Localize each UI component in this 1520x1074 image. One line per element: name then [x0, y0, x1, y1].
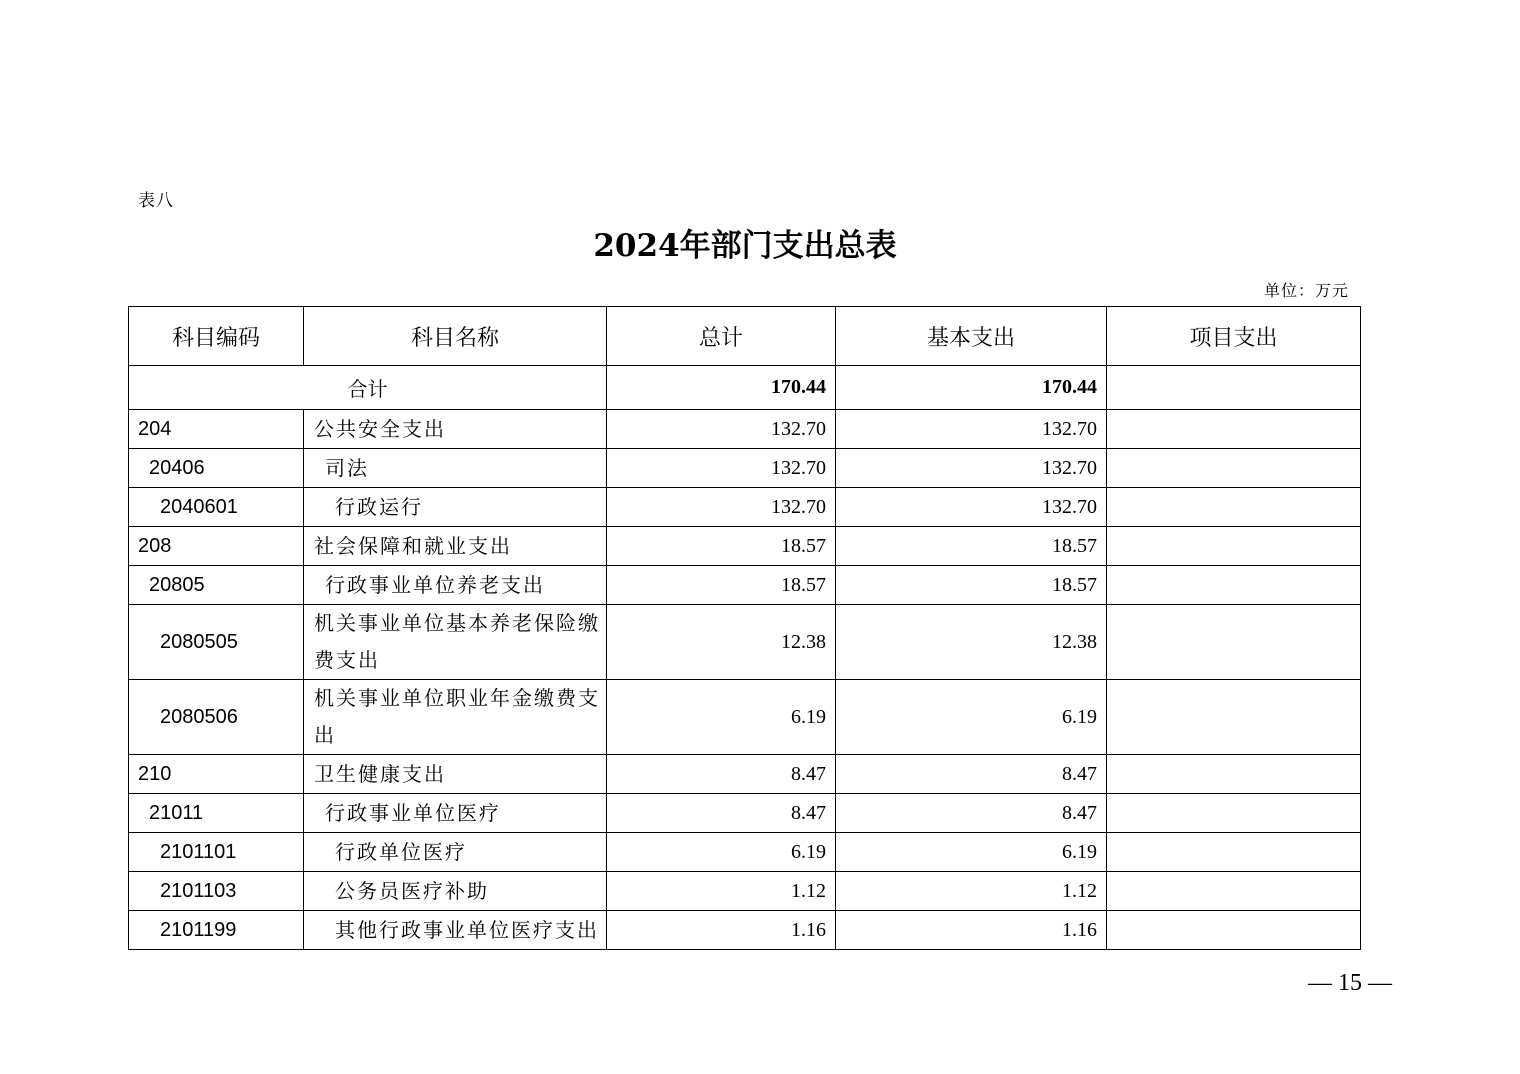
row-project	[1107, 911, 1361, 950]
row-code: 2080505	[129, 605, 304, 680]
table-row	[129, 680, 1361, 755]
row-project	[1107, 449, 1361, 488]
row-total: 1.12	[607, 872, 836, 911]
row-total: 1.16	[607, 911, 836, 950]
page-title: 2024年部门支出总表	[593, 228, 897, 264]
column-header-basic: 基本支出	[836, 307, 1107, 366]
row-basic: 8.47	[836, 794, 1107, 833]
row-name: 司法	[304, 449, 607, 488]
table-row	[129, 911, 1361, 950]
row-total: 18.57	[607, 566, 836, 605]
table-row	[129, 872, 1361, 911]
row-basic: 132.70	[836, 410, 1107, 449]
table-row	[129, 410, 1361, 449]
row-basic: 132.70	[836, 488, 1107, 527]
total-project	[1107, 366, 1361, 410]
column-header-total: 总计	[607, 307, 836, 366]
row-project	[1107, 755, 1361, 794]
row-code: 2101199	[129, 911, 304, 950]
row-basic: 12.38	[836, 605, 1107, 680]
row-code: 204	[129, 410, 304, 449]
table-row	[129, 794, 1361, 833]
row-basic: 132.70	[836, 449, 1107, 488]
row-project	[1107, 680, 1361, 755]
row-total: 132.70	[607, 410, 836, 449]
row-total: 18.57	[607, 527, 836, 566]
row-code: 208	[129, 527, 304, 566]
row-code: 20805	[129, 566, 304, 605]
row-name: 机关事业单位职业年金缴费支出	[304, 680, 607, 755]
row-total: 8.47	[607, 755, 836, 794]
page-number: — 15 —	[1308, 970, 1392, 996]
total-basic: 170.44	[836, 366, 1107, 410]
row-total: 12.38	[607, 605, 836, 680]
table-row	[129, 833, 1361, 872]
row-name: 卫生健康支出	[304, 755, 607, 794]
row-code: 2040601	[129, 488, 304, 527]
row-code: 2101101	[129, 833, 304, 872]
table-row	[129, 488, 1361, 527]
row-name: 公务员医疗补助	[304, 872, 607, 911]
row-project	[1107, 566, 1361, 605]
row-code: 2080506	[129, 680, 304, 755]
row-name: 行政事业单位养老支出	[304, 566, 607, 605]
table-row	[129, 755, 1361, 794]
table-label: 表八	[138, 191, 174, 211]
row-name: 其他行政事业单位医疗支出	[304, 911, 607, 950]
table-row	[129, 449, 1361, 488]
column-header-code: 科目编码	[129, 307, 304, 366]
total-label: 合计	[129, 366, 607, 410]
row-project	[1107, 527, 1361, 566]
row-name: 行政单位医疗	[304, 833, 607, 872]
row-name: 社会保障和就业支出	[304, 527, 607, 566]
row-project	[1107, 605, 1361, 680]
table-row	[129, 527, 1361, 566]
row-project	[1107, 410, 1361, 449]
row-basic: 1.12	[836, 872, 1107, 911]
row-project	[1107, 794, 1361, 833]
row-basic: 6.19	[836, 680, 1107, 755]
table-row	[129, 566, 1361, 605]
expenditure-table	[128, 306, 1361, 950]
table-row	[129, 605, 1361, 680]
table-header-row	[129, 307, 1361, 366]
row-name: 行政运行	[304, 488, 607, 527]
row-total: 8.47	[607, 794, 836, 833]
row-basic: 18.57	[836, 527, 1107, 566]
row-code: 210	[129, 755, 304, 794]
unit-label: 单位：万元	[1263, 281, 1349, 300]
row-code: 20406	[129, 449, 304, 488]
row-total: 6.19	[607, 833, 836, 872]
column-header-name: 科目名称	[304, 307, 607, 366]
row-code: 2101103	[129, 872, 304, 911]
row-project	[1107, 833, 1361, 872]
row-total: 132.70	[607, 449, 836, 488]
row-project	[1107, 488, 1361, 527]
row-code: 21011	[129, 794, 304, 833]
row-name: 公共安全支出	[304, 410, 607, 449]
row-total: 132.70	[607, 488, 836, 527]
row-project	[1107, 872, 1361, 911]
column-header-project: 项目支出	[1107, 307, 1361, 366]
row-basic: 1.16	[836, 911, 1107, 950]
row-name: 行政事业单位医疗	[304, 794, 607, 833]
total-row	[129, 366, 1361, 410]
row-basic: 18.57	[836, 566, 1107, 605]
row-total: 6.19	[607, 680, 836, 755]
total-sum: 170.44	[607, 366, 836, 410]
row-basic: 6.19	[836, 833, 1107, 872]
row-name: 机关事业单位基本养老保险缴费支出	[304, 605, 607, 680]
row-basic: 8.47	[836, 755, 1107, 794]
